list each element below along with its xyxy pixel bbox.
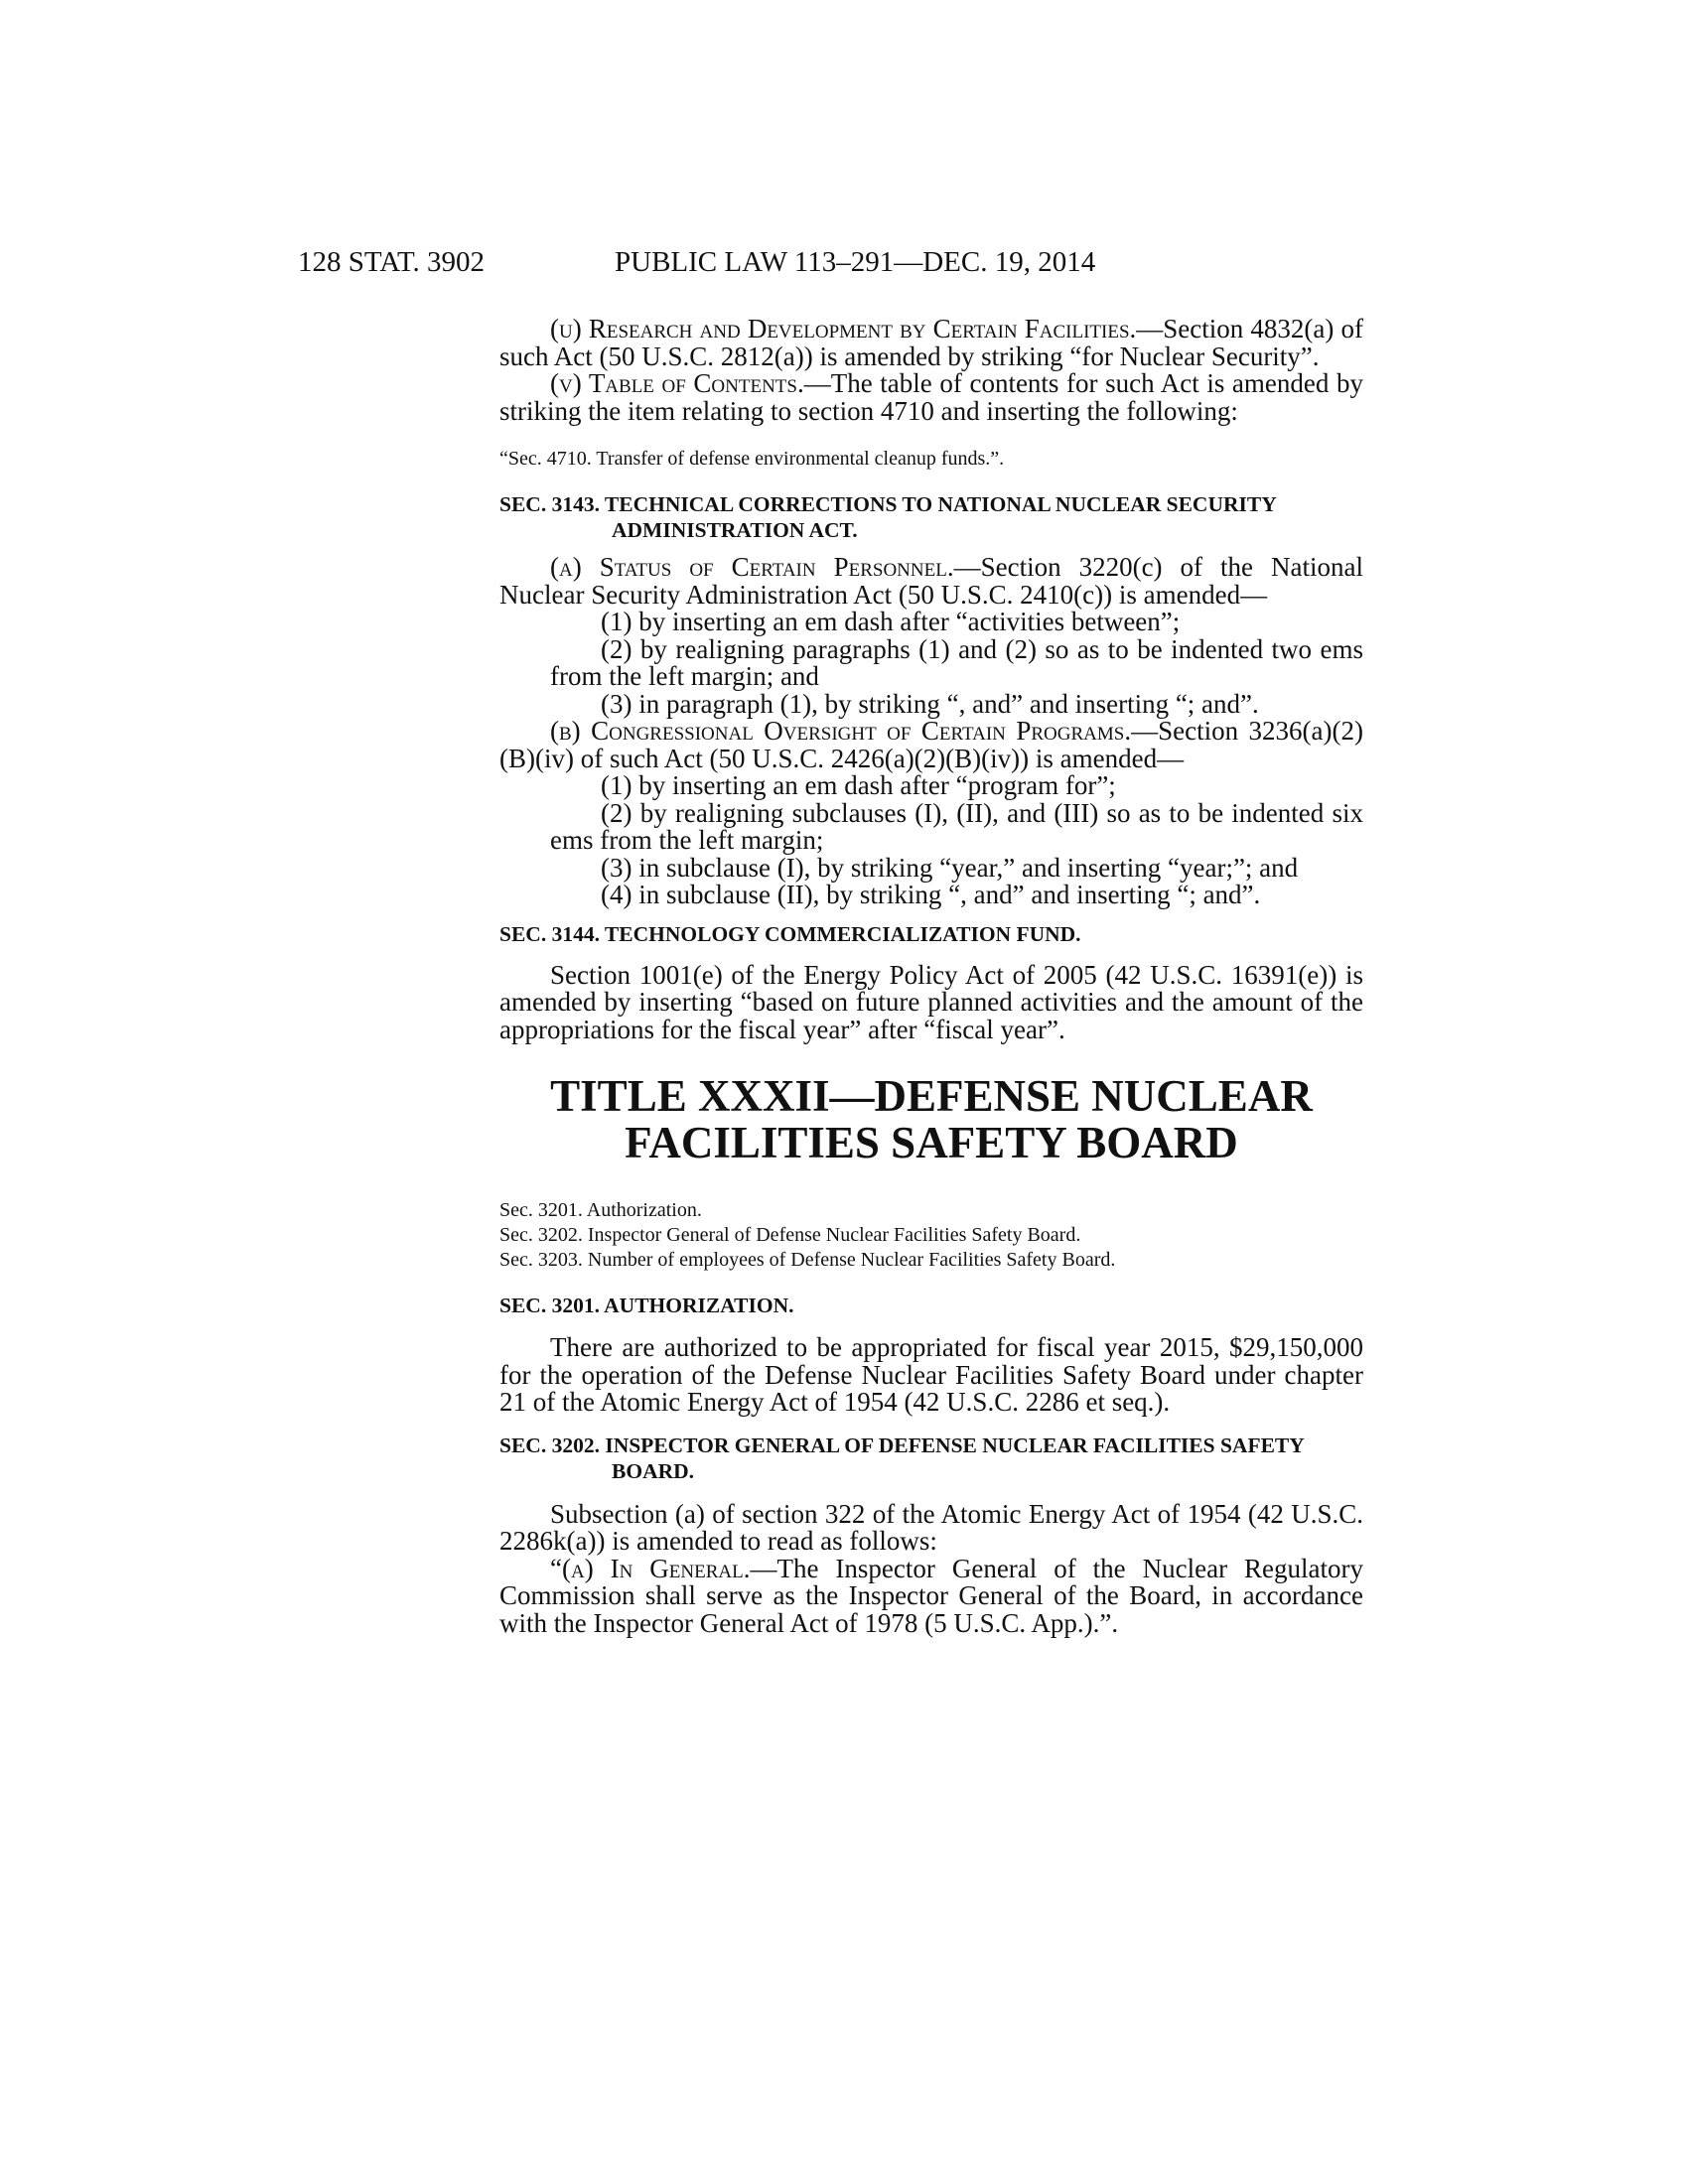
subsection-a-item: (1) by inserting an em dash after “activities between”; <box>601 607 1181 636</box>
subsection-u <box>499 316 1363 370</box>
title-heading <box>499 1073 1363 1166</box>
subsection-v-text: The table of contents for such Act is amended by striking the item relating to section 4710 and inserting the following: <box>499 368 1363 426</box>
title-heading-line: TITLE XXXII—DEFENSE NUCLEAR <box>550 1071 1313 1121</box>
subsection-b-item: (4) in subclause (II), by striking “, and” and inserting “; and”. <box>601 880 1261 909</box>
subsection-v <box>499 370 1363 425</box>
sec-3201-heading: SEC. 3201. AUTHORIZATION. <box>499 1294 794 1317</box>
title-toc <box>499 1198 1363 1273</box>
subsection-a-item: (2) by realigning paragraphs (1) and (2) so as to be indented two ems from the left margin; and <box>550 633 1363 691</box>
quoted-subsection-a <box>499 1553 1363 1638</box>
quoted-subsection-a-heading: “(a) In General.— <box>550 1553 777 1583</box>
sec-3143-heading: SEC. 3143. TECHNICAL CORRECTIONS TO NATIONAL NUCLEAR SECURITY ADMINISTRATION ACT. <box>499 492 1276 542</box>
document-body <box>499 316 1363 1637</box>
quoted-toc-entry: “Sec. 4710. Transfer of defense environmental cleanup funds.”. <box>499 448 1005 470</box>
subsection-a-heading: (a) Status of Certain Personnel.— <box>550 552 981 582</box>
sec-3144-text: Section 1001(e) of the Energy Policy Act of 2005 (42 U.S.C. 16391(e)) is amended by inserting “based on future planned activities and the amount of the appropriations for the fiscal year” after “fiscal year”. <box>499 959 1363 1044</box>
subsection-b-item: (3) in subclause (I), by striking “year,” and inserting “year;”; and <box>601 852 1299 883</box>
sec-3201-text: There are authorized to be appropriated for fiscal year 2015, $29,150,000 for the operation of the Defense Nuclear Facilities Safety Board under chapter 21 of the Atomic Energy Act of 1954 (42 U.S.C. 2286 et seq.). <box>499 1332 1363 1417</box>
sec-3144-heading: SEC. 3144. TECHNOLOGY COMMERCIALIZATION FUND. <box>499 921 1081 946</box>
sec-3202-text: Subsection (a) of section 322 of the Atomic Energy Act of 1954 (42 U.S.C. 2286k(a)) is amended to read as follows: <box>499 1498 1363 1556</box>
subsection-v-heading: (v) Table of Contents.— <box>550 368 831 398</box>
subsection-a-item: (3) in paragraph (1), by striking “, and” and inserting “; and”. <box>601 688 1259 719</box>
page-header <box>298 246 1390 286</box>
subsection-b <box>499 718 1363 772</box>
quoted-subsection-a-text: The Inspector General of the Nuclear Regulatory Commission shall serve as the Inspector General of the Board, in accordance with the Inspector General Act of 1978 (5 U.S.C. App.).”. <box>499 1553 1363 1638</box>
title-heading-line: FACILITIES SAFETY BOARD <box>625 1118 1238 1167</box>
toc-entry: Sec. 3202. Inspector General of Defense Nuclear Facilities Safety Board. <box>499 1224 1081 1246</box>
toc-entry: Sec. 3203. Number of employees of Defense Nuclear Facilities Safety Board. <box>499 1249 1116 1271</box>
subsection-b-text: Section 3236(a)(2)(B)(iv) of such Act (50 U.S.C. 2426(a)(2)(B)(iv)) is amended— <box>499 716 1364 773</box>
subsection-b-item: (2) by realigning subclauses (I), (II), and (III) so as to be indented six ems from the left margin; <box>550 797 1363 855</box>
subsection-b-heading: (b) Congressional Oversight of Certain Programs.— <box>550 716 1159 746</box>
subsection-b-item: (1) by inserting an em dash after “program for”; <box>601 770 1116 800</box>
subsection-u-text: Section 4832(a) of such Act (50 U.S.C. 2812(a)) is amended by striking “for Nuclear Security”. <box>499 314 1363 371</box>
subsection-u-heading: (u) Research and Development by Certain Facilities.— <box>550 314 1164 343</box>
subsection-a-text: Section 3220(c) of the National Nuclear Security Administration Act (50 U.S.C. 2410(c)) is amended— <box>499 552 1363 610</box>
sec-3202-heading: SEC. 3202. INSPECTOR GENERAL OF DEFENSE NUCLEAR FACILITIES SAFETY BOARD. <box>499 1433 1304 1483</box>
public-law-title: PUBLIC LAW 113–291—DEC. 19, 2014 <box>615 246 1096 278</box>
toc-entry: Sec. 3201. Authorization. <box>499 1199 702 1221</box>
subsection-a <box>499 554 1363 609</box>
statute-reference: 128 STAT. 3902 <box>298 246 486 278</box>
